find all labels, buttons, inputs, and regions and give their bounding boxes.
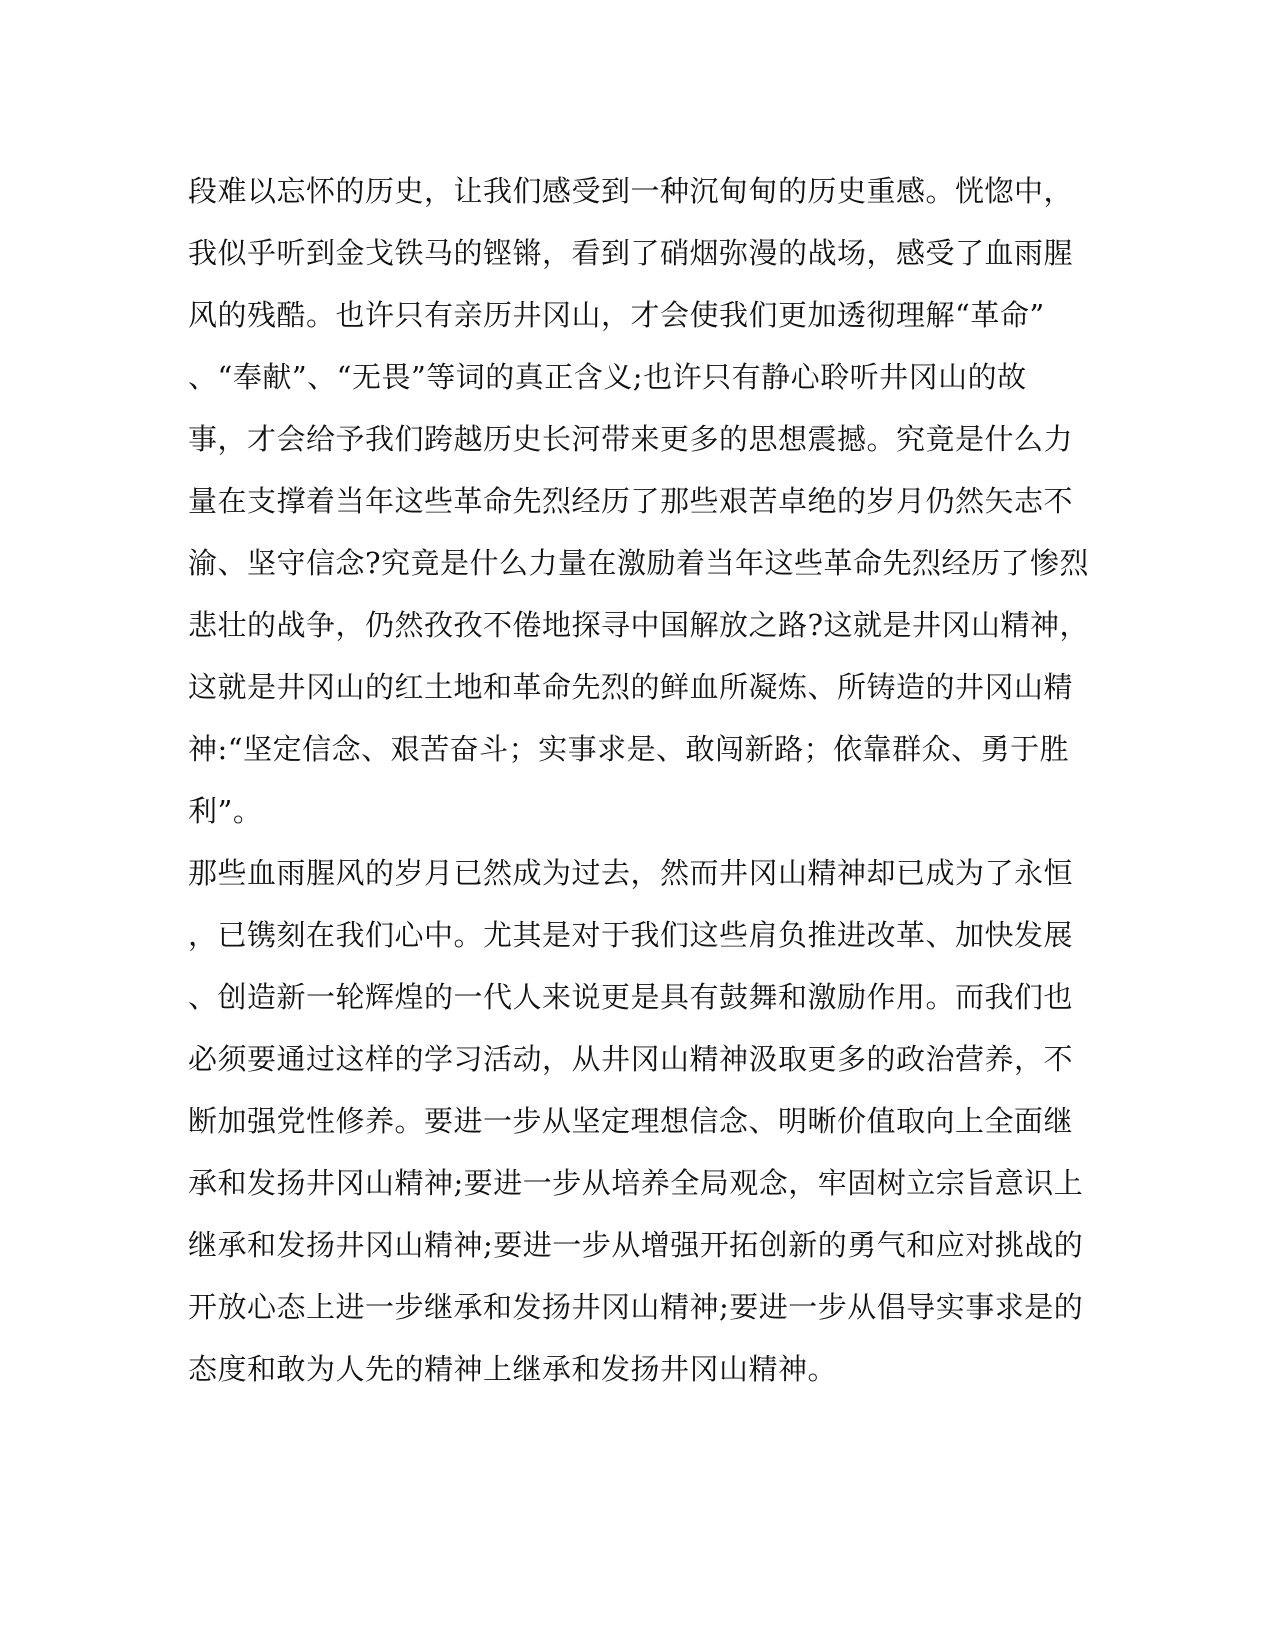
paragraph-2 — [188, 842, 1088, 1400]
paragraph-line: 渝、坚守信念?究竟是什么力量在激励着当年这些革命先烈经历了惨烈 — [188, 546, 1090, 580]
paragraph-line: 、“奉献”、“无畏”等词的真正含义;也许只有静心聆听井冈山的故 — [188, 360, 1027, 394]
paragraph-line: 、创造新一轮辉煌的一代人来说更是具有鼓舞和激励作用。而我们也 — [188, 980, 1074, 1014]
paragraph-line: 这就是井冈山的红土地和革命先烈的鲜血所凝炼、所铸造的井冈山精 — [188, 670, 1074, 704]
paragraph-line: 继承和发扬井冈山精神;要进一步从增强开拓创新的勇气和应对挑战的 — [188, 1228, 1084, 1262]
paragraph-line: 那些血雨腥风的岁月已然成为过去，然而井冈山精神却已成为了永恒 — [188, 856, 1074, 890]
paragraph-line: 段难以忘怀的历史，让我们感受到一种沉甸甸的历史重感。恍惚中， — [188, 174, 1074, 208]
paragraph-line: 态度和敢为人先的精神上继承和发扬井冈山精神。 — [188, 1352, 838, 1386]
paragraph-1 — [188, 160, 1088, 842]
paragraph-line: 承和发扬井冈山精神;要进一步从培养全局观念，牢固树立宗旨意识上 — [188, 1166, 1084, 1200]
paragraph-line: 事，才会给予我们跨越历史长河带来更多的思想震撼。究竟是什么力 — [188, 422, 1074, 456]
paragraph-line: 断加强党性修养。要进一步从坚定理想信念、明晰价值取向上全面继 — [188, 1104, 1074, 1138]
paragraph-line: 悲壮的战争，仍然孜孜不倦地探寻中国解放之路?这就是井冈山精神， — [188, 608, 1090, 642]
paragraph-line: 必须要通过这样的学习活动，从井冈山精神汲取更多的政治营养，不 — [188, 1042, 1074, 1076]
document-body — [188, 160, 1088, 1400]
paragraph-line: 风的残酷。也许只有亲历井冈山，才会使我们更加透彻理解“革命” — [188, 298, 1045, 332]
paragraph-line: 我似乎听到金戈铁马的铿锵，看到了硝烟弥漫的战场，感受了血雨腥 — [188, 236, 1074, 270]
paragraph-line: ，已镌刻在我们心中。尤其是对于我们这些肩负推进改革、加快发展 — [188, 918, 1074, 952]
paragraph-line: 开放心态上进一步继承和发扬井冈山精神;要进一步从倡导实事求是的 — [188, 1290, 1084, 1324]
paragraph-line: 利”。 — [188, 794, 263, 828]
paragraph-line: 量在支撑着当年这些革命先烈经历了那些艰苦卓绝的岁月仍然矢志不 — [188, 484, 1074, 518]
paragraph-line: 神:“坚定信念、艰苦奋斗；实事求是、敢闯新路；依靠群众、勇于胜 — [188, 732, 1070, 766]
